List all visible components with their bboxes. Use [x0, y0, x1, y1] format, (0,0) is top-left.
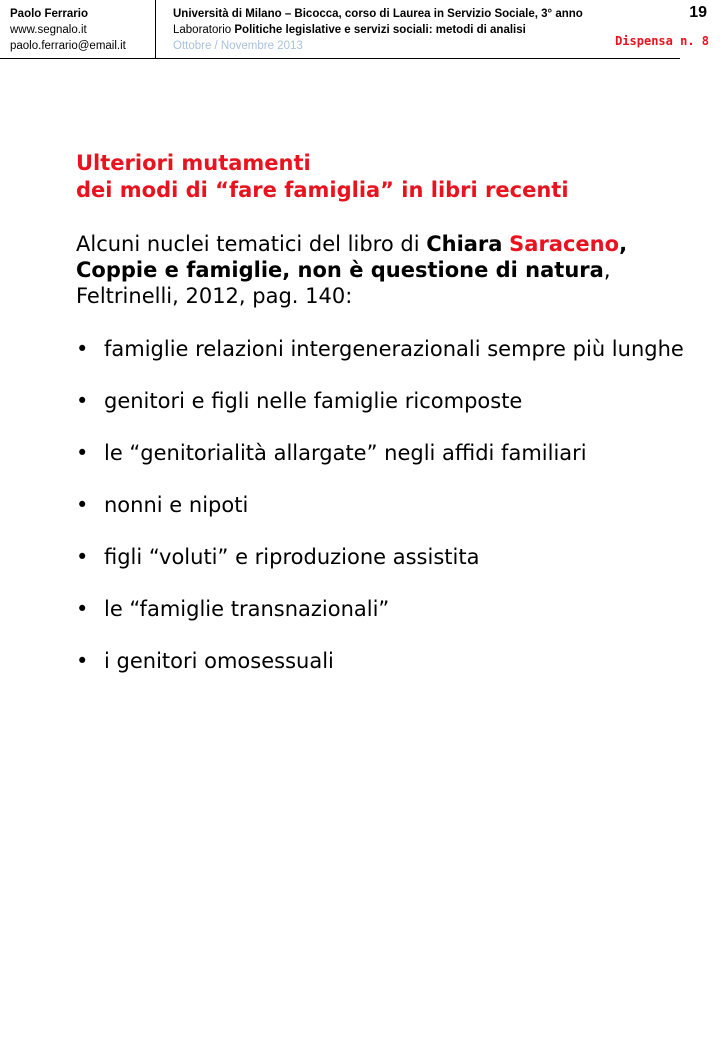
list-item-text: i genitori omosessuali — [104, 649, 334, 673]
list-item — [76, 388, 706, 414]
list-item — [76, 492, 706, 518]
course-university: Università di Milano – Bicocca, corso di Laurea in Servizio Sociale, 3° anno — [173, 8, 583, 20]
bullet-icon: • — [76, 493, 89, 517]
list-item-text: nonni e nipoti — [104, 493, 249, 517]
intro-book-title: Coppie e famiglie, non è questione di natura — [76, 258, 604, 282]
course-block — [173, 6, 673, 54]
bullet-icon: • — [76, 389, 89, 413]
page-title — [76, 150, 706, 204]
dispensa-label: Dispensa n. 8 — [615, 34, 709, 48]
title-line-1: Ulteriori mutamenti — [76, 151, 311, 175]
course-lab — [173, 22, 673, 38]
bullet-icon: • — [76, 597, 89, 621]
list-item-text: le “genitorialità allargate” negli affidi familiari — [104, 441, 587, 465]
header-horizontal-divider — [0, 58, 680, 59]
course-lab-prefix: Laboratorio — [173, 24, 235, 36]
list-item — [76, 648, 706, 674]
list-item-text: genitori e figli nelle famiglie ricomposte — [104, 389, 523, 413]
list-item-text: le “famiglie transnazionali” — [104, 597, 390, 621]
list-item — [76, 440, 706, 466]
intro-text-after: , Feltrinelli, 2012, pag. 140: — [76, 258, 611, 308]
bullet-icon: • — [76, 545, 89, 569]
main-content — [76, 150, 706, 700]
list-item-text: famiglie relazioni intergenerazionali sempre più lunghe — [104, 337, 684, 361]
author-website: www.segnalo.it — [10, 24, 87, 36]
title-line-2: dei modi di “fare famiglia” in libri recenti — [76, 178, 569, 202]
course-lab-title: Politiche legislative e servizi sociali: metodi di analisi — [234, 24, 526, 36]
page-header — [0, 0, 720, 62]
list-item-text: figli “voluti” e riproduzione assistita — [104, 545, 480, 569]
author-block — [10, 6, 154, 54]
bullet-icon: • — [76, 337, 89, 361]
bullet-icon: • — [76, 649, 89, 673]
author-name: Paolo Ferrario — [10, 8, 88, 20]
intro-author-last: Saraceno — [509, 232, 620, 256]
page-number: 19 — [689, 4, 707, 21]
course-date: Ottobre / Novembre 2013 — [173, 40, 303, 52]
author-email: paolo.ferrario@email.it — [10, 40, 126, 52]
list-item — [76, 544, 706, 570]
list-item — [76, 336, 706, 362]
list-item — [76, 596, 706, 622]
intro-paragraph — [76, 231, 706, 309]
intro-comma: , — [619, 232, 628, 256]
themes-list — [76, 336, 706, 674]
intro-author-first: Chiara — [426, 232, 503, 256]
intro-text-before: Alcuni nuclei tematici del libro di — [76, 232, 427, 256]
bullet-icon: • — [76, 441, 89, 465]
header-vertical-divider — [155, 0, 156, 58]
